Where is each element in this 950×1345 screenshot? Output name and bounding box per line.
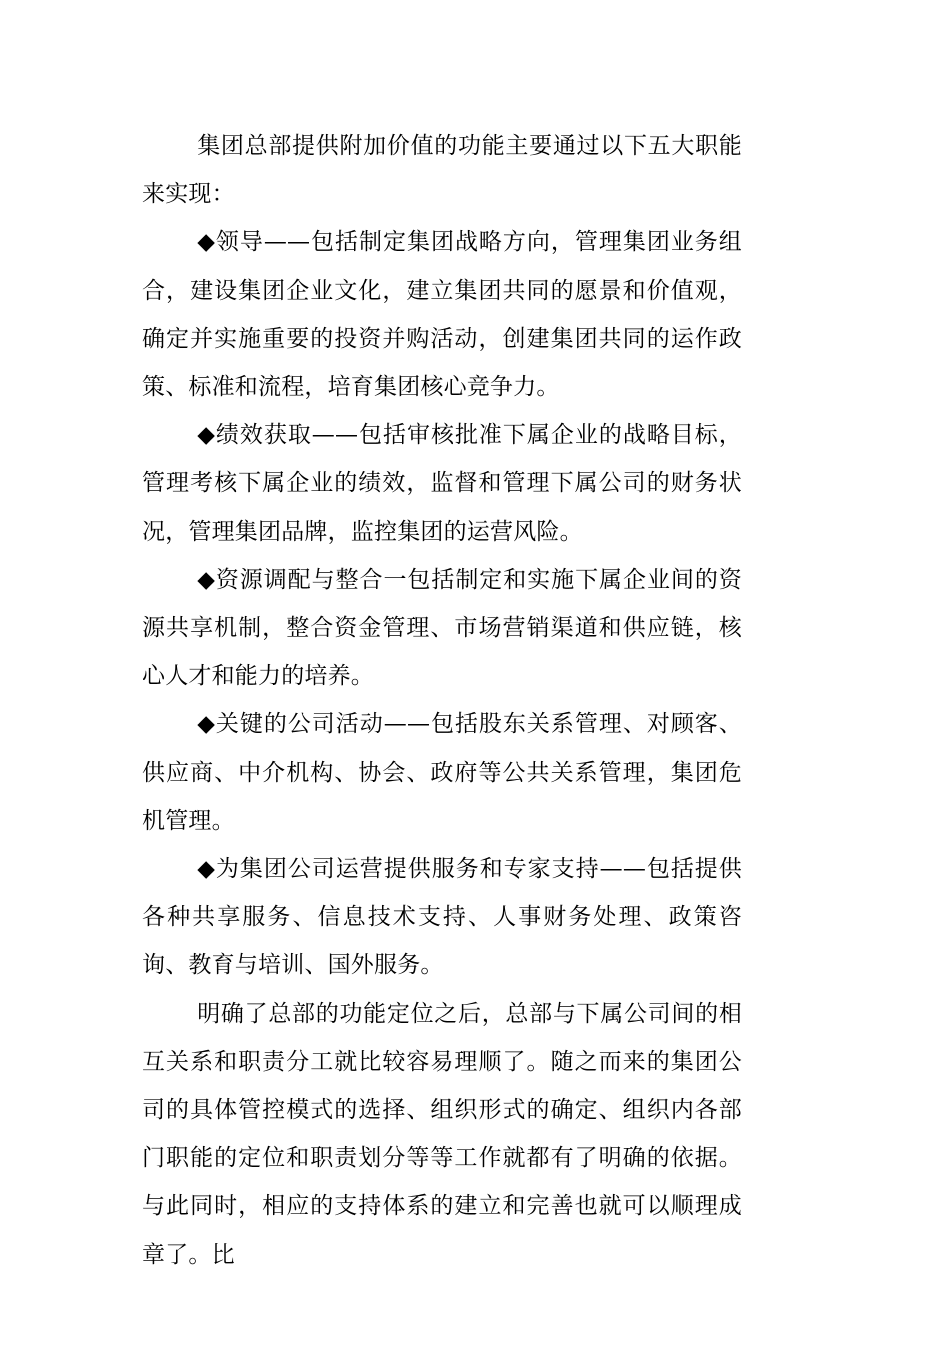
paragraph-leadership: ◆领导——包括制定集团战略方向，管理集团业务组合，建设集团企业文化，建立集团共同的愿景和价值观，确定并实施重要的投资并购活动，创建集团共同的运作政策、标准和流程，培育集团核心竞争力。	[142, 229, 742, 401]
paragraph-conclusion: 明确了总部的功能定位之后，总部与下属公司间的相互关系和职责分工就比较容易理顺了。随之而来的集团公司的具体管控模式的选择、组织形式的确定、组织内各部门职能的定位和职责划分等等工作就都有了明确的依据。与此同时，相应的支持体系的建立和完善也就可以顺理成章了。比	[142, 1000, 742, 1268]
paragraph-key-activities: ◆关键的公司活动——包括股东关系管理、对顾客、供应商、中介机构、协会、政府等公共关系管理，集团危机管理。	[142, 711, 742, 834]
paragraph-performance: ◆绩效获取——包括审核批准下属企业的战略目标，管理考核下属企业的绩效，监督和管理下属公司的财务状况，管理集团品牌，监控集团的运营风险。	[142, 422, 742, 545]
paragraph-resources: ◆资源调配与整合一包括制定和实施下属企业间的资源共享机制，整合资金管理、市场营销渠道和供应链，核心人才和能力的培养。	[142, 566, 742, 690]
document-body	[142, 122, 742, 1279]
paragraph-intro: 集团总部提供附加价值的功能主要通过以下五大职能来实现：	[142, 133, 742, 208]
paragraph-services: ◆为集团公司运营提供服务和专家支持——包括提供各种共享服务、信息技术支持、人事财务处理、政策咨询、教育与培训、国外服务。	[142, 856, 742, 979]
